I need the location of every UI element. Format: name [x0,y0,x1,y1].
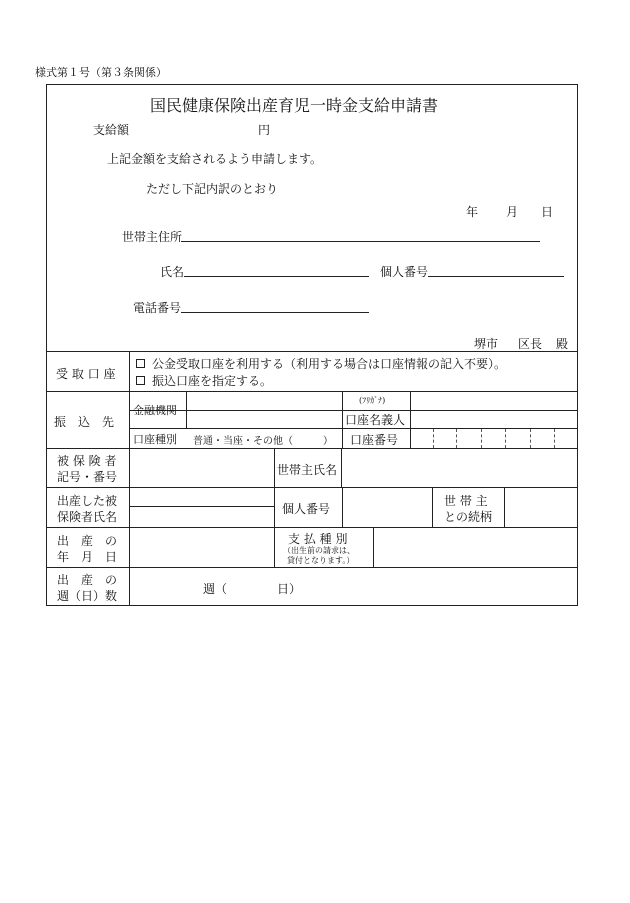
mother-label-line2: 保険者氏名 [57,510,118,524]
form-number: 様式第１号（第３条関係） [35,66,167,79]
payment-amount-label: 支給額 [93,123,130,137]
payment-type-divider [373,527,374,567]
divider-insured [46,487,578,488]
divider-birthdate [46,567,578,568]
transfer-account-checkbox[interactable] [136,376,145,385]
payment-type-label: 支 払 種 別 [288,532,348,546]
addressee-city: 堺市 [474,337,499,351]
public-account-option: 公金受取口座を利用する（利用する場合は口座情報の記入不要）。 [152,357,507,371]
breakdown-text: ただし下記内訳のとおり [146,182,279,196]
account-type-options: 普通・当座・その他（ ） [193,436,333,447]
householder-address-label: 世帯主住所 [122,230,183,244]
householder-name-label: 世帯主氏名 [277,463,338,477]
relation-divider-left [432,487,433,527]
yen-label: 円 [258,123,271,137]
mother-label-line1: 出産した被 [57,494,118,508]
account-number-label: 口座番号 [350,433,399,447]
insured-label-line2: 記号・番号 [57,470,118,484]
mother-number-divider [342,487,343,527]
weeks-label-line1: 出 産 の [57,573,118,587]
relation-label-line1: 世 帯 主 [444,494,488,508]
personal-number-label: 個人番号 [380,265,429,279]
divider-transfer [46,448,578,449]
birth-date-label-line2: 年 月 日 [57,550,118,564]
phone-label: 電話番号 [133,301,182,315]
furigana-label: (ﾌﾘｶﾞﾅ) [359,396,386,405]
mother-personal-number-label: 個人番号 [282,502,331,516]
insured-column-divider [274,448,275,567]
insured-label-line1: 被 保 険 者 [57,454,117,468]
householder-name-divider [341,448,342,487]
bank-label-divider [186,391,187,428]
account-digit-divider [505,429,506,448]
account-digit-divider [481,429,482,448]
addressee-honorific: 殿 [556,337,569,351]
account-digit-divider [456,429,457,448]
birth-date-label-line1: 出 産 の [57,534,118,548]
account-digit-divider [554,429,555,448]
account-holder-label: 口座名義人 [345,413,406,427]
account-type-label: 口座種別 [133,433,177,446]
transfer-account-option: 振込口座を指定する。 [152,374,273,388]
divider-mother [46,527,578,528]
relation-label-line2: との続柄 [444,510,493,524]
name-label: 氏名 [160,265,185,279]
phone-field[interactable] [181,312,369,313]
label-column-divider [129,351,130,606]
relation-divider-right [504,487,505,527]
date-month-label: 月 [506,205,519,219]
receiving-account-label: 受 取 口 座 [56,367,116,381]
week-text: 週（ [203,582,228,596]
form-title: 国民健康保険出産育児一時金支給申請書 [150,96,439,115]
householder-address-field[interactable] [181,241,540,242]
divider-receiving [46,391,578,392]
payment-type-note-line1: （出生前の請求は、 [283,546,355,555]
payment-type-note-line2: 貸付となります。） [287,556,355,565]
date-year-label: 年 [466,205,479,219]
divider-header [46,351,578,352]
divider-transfer-lower [129,428,578,429]
divider-mother-mid [129,506,274,507]
public-account-checkbox[interactable] [136,359,145,368]
day-text: 日） [277,582,302,596]
name-field[interactable] [184,276,369,277]
holder-label-divider-right [410,391,411,448]
apply-text: 上記金額を支給されるよう申請します。 [107,152,323,166]
addressee-ward: 区長 [518,337,543,351]
account-digit-divider [530,429,531,448]
holder-label-divider-left [342,391,343,448]
account-digit-divider [433,429,434,448]
weeks-label-line2: 週（日）数 [57,589,118,603]
transfer-label: 振 込 先 [54,415,115,429]
personal-number-field[interactable] [428,276,564,277]
bank-label: 金融機関 [133,404,177,417]
date-day-label: 日 [541,205,554,219]
